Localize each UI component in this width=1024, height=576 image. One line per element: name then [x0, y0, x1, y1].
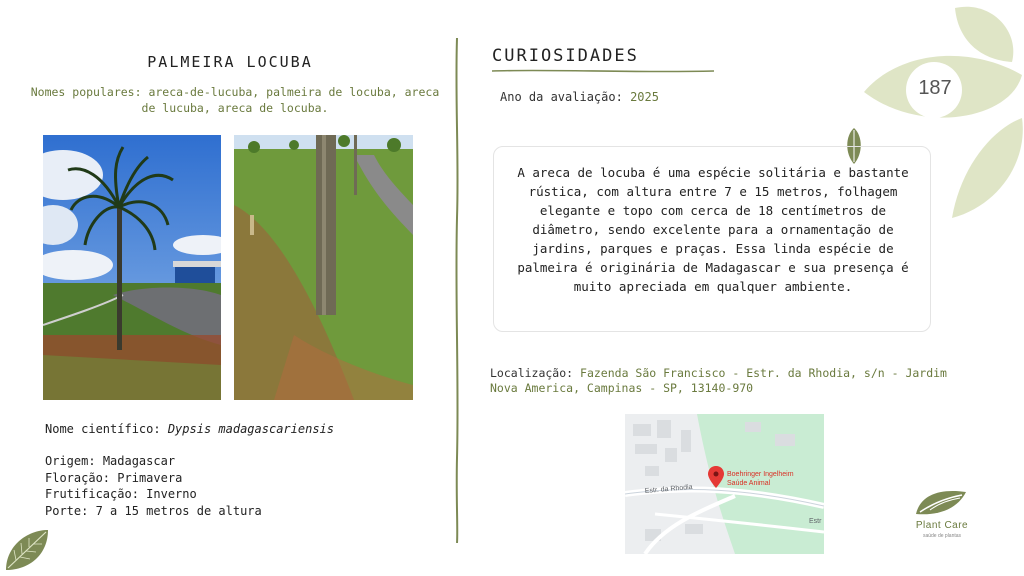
popular-names-label: Nomes populares: [30, 85, 142, 99]
scientific-name-value: Dypsis madagascariensis [167, 422, 334, 436]
vertical-divider [452, 38, 462, 543]
evaluation-year-value: 2025 [630, 90, 659, 104]
fact-size [45, 503, 262, 520]
brand-tagline: saúde de plantas [922, 533, 962, 539]
fact-flowering-value: Primavera [117, 470, 183, 485]
location-map[interactable] [625, 414, 824, 554]
section-title: CURIOSIDADES [492, 46, 639, 66]
popular-names [30, 84, 440, 116]
map-pin-label-1: Boehringer Ingelheim [727, 471, 794, 478]
map-road-label-short: Estr [809, 518, 822, 525]
scientific-name [45, 422, 334, 436]
section-underline [492, 68, 714, 74]
popular-names-value: areca-de-lucuba, palmeira de locuba, areca de lucuba, areca de locuba. [141, 85, 440, 115]
page-number: 187 [918, 77, 952, 99]
fact-origin [45, 453, 262, 470]
fact-flowering [45, 470, 262, 487]
scientific-name-label: Nome científico: [45, 422, 161, 436]
fact-origin-label: Origem: [45, 454, 96, 468]
plant-care-logo-icon [912, 486, 970, 518]
fact-fruiting-value: Inverno [146, 487, 197, 501]
fact-fruiting-label: Frutificação: [45, 487, 139, 501]
palm-photo-1 [43, 135, 221, 400]
map-road-label: Estr. da Rhodia [644, 483, 693, 495]
evaluation-year-label: Ano da avaliação: [500, 90, 623, 104]
brand-name: Plant Care [915, 520, 969, 531]
fact-fruiting [45, 486, 262, 503]
palm-photo-2 [234, 135, 413, 400]
location-label: Localização: [490, 366, 574, 380]
plant-title: PALMEIRA LOCUBA [147, 53, 313, 71]
evaluation-year [500, 90, 659, 104]
description-text: A areca de locuba é uma espécie solitária e bastante rústica, com altura entre 7 e 15 metros, folhagem elegante e topo com cerca de 18 centímetros de diâmetro, sendo excelente para a ornamentação de jardins, parques e praças. Essa linda espécie de palmeira é originária de Madagascar e sua presença é muito apreciada em qualquer ambiente. [517, 165, 909, 294]
plant-facts [45, 453, 262, 519]
fact-size-label: Porte: [45, 503, 89, 518]
map-pin-label-2: Saúde Animal [727, 480, 771, 487]
fact-size-value: 7 a 15 metros de altura [95, 503, 262, 518]
fact-flowering-label: Floração: [45, 470, 111, 485]
leaf-icon-bottom [2, 526, 52, 574]
location-value: Fazenda São Francisco - Estr. da Rhodia, s/n - Jardim Nova America, Campinas - SP, 13140-970 [490, 366, 947, 395]
fact-origin-value: Madagascar [102, 454, 176, 468]
location [490, 366, 980, 396]
